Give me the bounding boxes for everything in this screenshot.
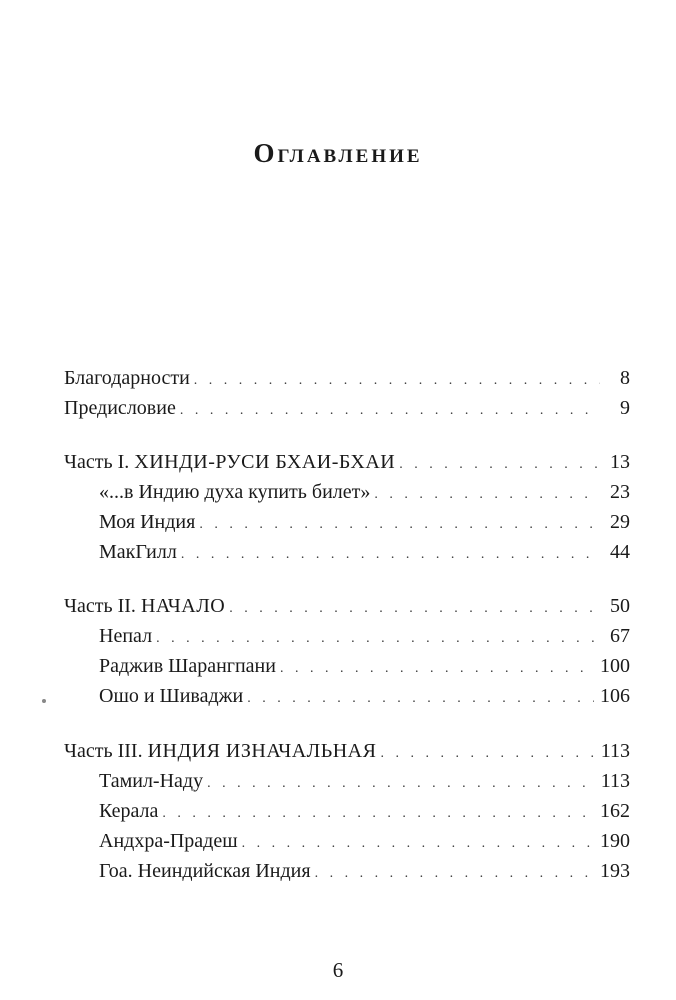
toc-part-title: НАЧАЛО: [140, 595, 226, 617]
toc-entry-label: [64, 452, 399, 472]
toc-entry-label: Непал: [99, 625, 153, 647]
toc-leader-dots: [207, 777, 595, 791]
toc-leader-dots: [229, 602, 600, 616]
toc-entry-page: 23: [610, 481, 630, 503]
toc-entry-label: Ошо и Шиваджи: [99, 685, 244, 707]
toc-entry-page: 13: [610, 451, 630, 473]
toc-entry-part-3[interactable]: [64, 741, 630, 761]
toc-entry-label: Предисловие: [64, 397, 176, 419]
toc-entry-page: 9: [620, 397, 630, 419]
toc-entry-page: 29: [610, 511, 630, 533]
toc-entry-my-india[interactable]: [99, 512, 630, 532]
toc-leader-dots: [247, 692, 594, 706]
toc-entry-page: 106: [600, 685, 630, 707]
toc-entry-page: 44: [610, 541, 630, 563]
toc-entry-page: 113: [600, 770, 630, 792]
toc-leader-dots: [374, 488, 600, 502]
toc-leader-dots: [162, 807, 594, 821]
toc-entry-part-1[interactable]: [64, 452, 630, 472]
toc-entry-label: Тамил-Наду: [99, 770, 204, 792]
toc-entry-page: 162: [600, 800, 630, 822]
toc-entry-label: Моя Индия: [99, 511, 196, 533]
toc-leader-dots: [181, 548, 600, 562]
toc-entry-preface[interactable]: [64, 398, 630, 418]
toc-entry-label: Гоа. Неиндийская Индия: [99, 860, 311, 882]
toc-entry-kerala[interactable]: [99, 801, 630, 821]
page-title: Оглавление: [253, 138, 423, 168]
print-speck: [42, 699, 46, 703]
toc-leader-dots: [199, 518, 600, 532]
toc-entry-part-2[interactable]: [64, 596, 630, 616]
toc-entry-nepal[interactable]: [99, 626, 630, 646]
toc-entry-label: Раджив Шарангпани: [99, 655, 276, 677]
toc-leader-dots: [315, 867, 594, 881]
toc-entry-label: «...в Индию духа купить билет»: [99, 481, 371, 503]
toc-leader-dots: [180, 404, 600, 418]
toc-leader-dots: [242, 837, 594, 851]
toc-entry-label: Керала: [99, 800, 159, 822]
toc-entry-page: 190: [600, 830, 630, 852]
toc-entry-page: 193: [600, 860, 630, 882]
toc-entry-page: 113: [600, 740, 630, 762]
toc-entry-page: 8: [620, 367, 630, 389]
toc-entry-goa[interactable]: [99, 861, 630, 881]
toc-entry-label: [64, 741, 380, 761]
toc-part-prefix: Часть I.: [64, 451, 130, 473]
toc-entry-label: Андхра-Прадеш: [99, 830, 238, 852]
page-number: 6: [332, 958, 344, 982]
toc-entry-page: 67: [610, 625, 630, 647]
toc-entry-osho[interactable]: [99, 686, 630, 706]
toc-entry-page: 50: [610, 595, 630, 617]
toc-leader-dots: [399, 458, 600, 472]
toc-leader-dots: [380, 747, 594, 761]
toc-leader-dots: [194, 374, 600, 388]
toc-entry-label: МакГилл: [99, 541, 177, 563]
toc-entry-tamil-nadu[interactable]: [99, 771, 630, 791]
toc-entry-acknowledgements[interactable]: [64, 368, 630, 388]
toc-entry-india-spirit[interactable]: [99, 482, 630, 502]
toc-entry-rajiv[interactable]: [99, 656, 630, 676]
toc-part-title: ХИНДИ-РУСИ БХАИ-БХАИ: [134, 451, 396, 473]
toc-entry-mcgill[interactable]: [99, 542, 630, 562]
toc-entry-label: [64, 596, 229, 616]
toc-part-title: ИНДИЯ ИЗНАЧАЛЬНАЯ: [147, 740, 377, 762]
toc-part-prefix: Часть II.: [64, 595, 136, 617]
toc-leader-dots: [156, 632, 600, 646]
toc-entry-page: 100: [600, 655, 630, 677]
toc-leader-dots: [280, 662, 594, 676]
toc-part-prefix: Часть III.: [64, 740, 143, 762]
toc-entry-label: Благодарности: [64, 367, 190, 389]
toc-entry-andhra[interactable]: [99, 831, 630, 851]
